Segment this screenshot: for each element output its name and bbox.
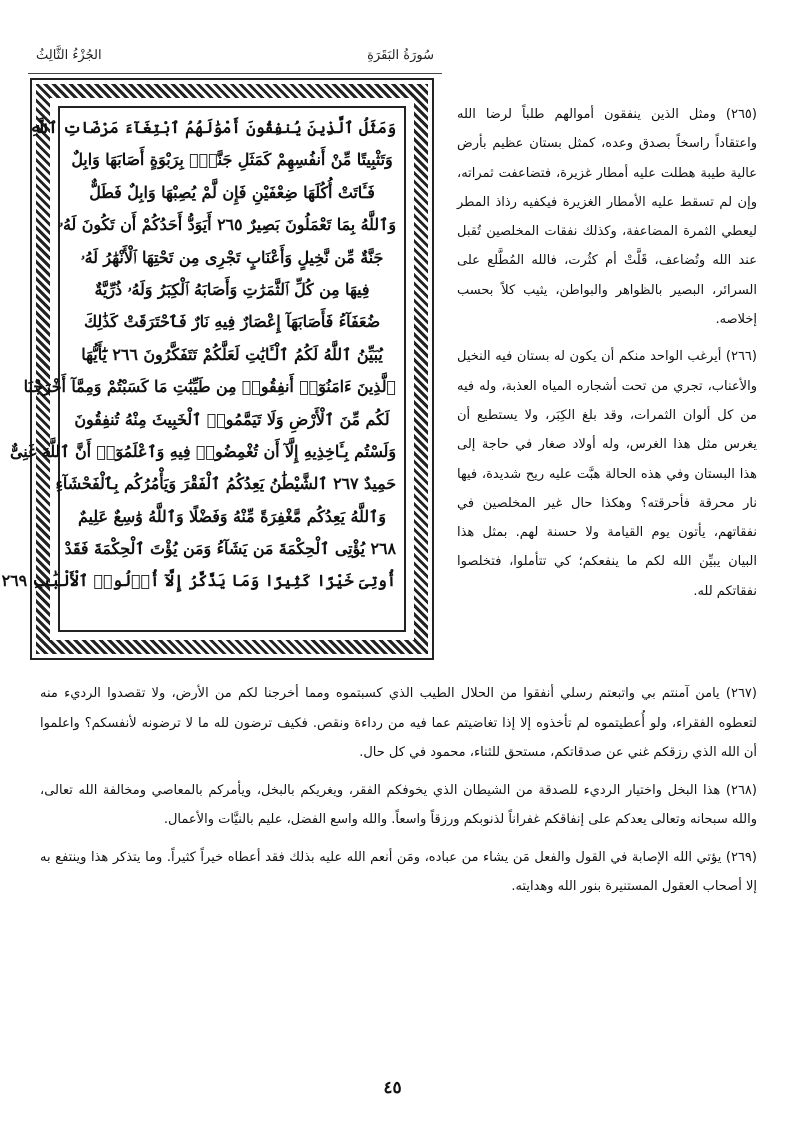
quran-line: فِيهَا مِن كُلِّ ٱلثَّمَرَٰتِ وَأَصَابَهُ ٱلْكِبَرُ وَلَهُۥ ذُرِّيَّةٌ <box>94 279 370 299</box>
tafsir-paragraph-265: (٢٦٥) ومثل الذين ينفقون أموالهم طلباً لرضا الله واعتقاداً راسخاً بصدق وعده، كمثل بستان عظيم بأرض عالية طيبة هطلت عليه أمطار غزيرة، فتضاعفت ثمراته، وإن لم تسقط عليه الأمطار الغزيرة فيكفيه رذاذ المطر ليعطي الثمرة المضاعفة، وكذلك نفقات المخلصين تُقبل عند الله وتُضاعف، قَلَّتْ أم كثُرت، فالله المُطَّلع على السرائر، البصير بالظواهر والبواطن، يثيب كلاً بحسب إخلاصه. <box>457 107 757 328</box>
tafsir-paragraph-266: (٢٦٦) أيرغب الواحد منكم أن يكون له بستان فيه النخيل والأعناب، تجري من تحت أشجاره المياه العذبة، وله فيه من كل ألوان الثمرات، وقد بلغ الكِبَر، ولا يستطيع أن يغرس مثل هذا الغرس، وله أولاد صغار في حاجة إلى هذا البستان وفي هذه الحالة هبَّت عليه ريح شديدة، فيها نار محرقة فأحرقته؟ وهكذا حال غير المخلصين في نفقاتهم، يأتون يوم القيامة ولا حسنة لهم. بمثل هذا البيان يبيِّن الله لكم ما ينفعكم؛ كي تتأملوا، فتخلصوا نفقاتكم لله. <box>457 349 757 599</box>
quran-line: ٱلَّذِينَ ءَامَنُوٓا۟ أَنفِقُوا۟ مِن طَيِّبَٰتِ مَا كَسَبْتُمْ وَمِمَّآ أَخْرَجْنَا <box>23 377 396 397</box>
juz-name: الجُزْءُ الثَّالِثُ <box>36 48 102 63</box>
quran-line: وَتَثْبِيتًا مِّنْ أَنفُسِهِمْ كَمَثَلِ جَنَّةٍۭ بِرَبْوَةٍ أَصَابَهَا وَابِلٌ <box>71 150 393 170</box>
quran-frame <box>1 78 434 660</box>
tafsir-paragraph-269: (٢٦٩) يؤتي الله الإصابة في القول والفعل مَن يشاء من عباده، ومَن أنعم الله عليه بذلك فقد أعطاه خيراً كثيراً. وما يتذكر هذا وينتفع به إلا أصحاب العقول المستنيرة بنور الله وهدايته. <box>40 849 757 894</box>
header-rule <box>28 73 442 74</box>
quran-line: وَٱللَّهُ بِمَا تَعْمَلُونَ بَصِيرٌ ٢٦٥ أَيَوَدُّ أَحَدُكُمْ أَن تَكُونَ لَهُۥ <box>59 215 396 235</box>
quran-line: ٢٦٨ يُؤْتِى ٱلْحِكْمَةَ مَن يَشَآءُ وَمَن يُؤْتَ ٱلْحِكْمَةَ فَقَدْ <box>64 539 396 559</box>
quran-line: وَٱللَّهُ يَعِدُكُم مَّغْفِرَةً مِّنْهُ وَفَضْلًا وَٱللَّهُ وَٰسِعٌ عَلِيمٌ <box>78 506 386 526</box>
quran-line <box>68 598 396 630</box>
quran-line: أُوتِىَ خَيْرًا كَثِيرًا وَمَا يَذَّكَّرُ إِلَّآ أُو۟لُوا۟ ٱلْأَلْبَٰبِ ٢٦٩ <box>1 571 396 591</box>
quran-verses <box>1 112 396 630</box>
quran-text-box <box>1 106 406 632</box>
quran-line: حَمِيدٌ ٢٦٧ ٱلشَّيْطَٰنُ يَعِدُكُمُ ٱلْفَقْرَ وَيَأْمُرُكُم بِٱلْفَحْشَآءِ <box>55 474 396 494</box>
quran-line: فَـَٔاتَتْ أُكُلَهَا ضِعْفَيْنِ فَإِن لَّمْ يُصِبْهَا وَابِلٌ فَطَلٌّ <box>89 182 375 202</box>
quran-line: لَكُم مِّنَ ٱلْأَرْضِ وَلَا تَيَمَّمُوا۟ ٱلْخَبِيثَ مِنْهُ تُنفِقُونَ <box>74 409 390 429</box>
surah-name: سُورَةُ البَقَرَةِ <box>367 48 434 63</box>
tafsir-side-column <box>457 100 757 610</box>
quran-line: جَنَّةٌ مِّن نَّخِيلٍ وَأَعْنَابٍ تَجْرِى مِن تَحْتِهَا ٱلْأَنْهَٰرُ لَهُۥ <box>80 247 384 267</box>
quran-line: ضُعَفَآءُ فَأَصَابَهَآ إِعْصَارٌ فِيهِ نَارٌ فَٱحْتَرَقَتْ كَذَٰلِكَ <box>84 312 380 332</box>
tafsir-full-width <box>40 679 757 910</box>
quran-line: يُبَيِّنُ ٱللَّهُ لَكُمُ ٱلْـَٔايَٰتِ لَعَلَّكُمْ تَتَفَكَّرُونَ ٢٦٦ يَٰٓأَيُّهَا <box>81 344 383 364</box>
page-header <box>28 44 442 74</box>
page-number: ٤٥ <box>383 1078 402 1098</box>
quran-line: وَلَسْتُم بِـَٔاخِذِيهِ إِلَّآ أَن تُغْمِضُوا۟ فِيهِ وَٱعْلَمُوٓا۟ أَنَّ ٱللَّهَ غَنِىٌّ <box>10 441 396 461</box>
tafsir-paragraph-267: (٢٦٧) يامن آمنتم بي واتبعتم رسلي أنفقوا من الحلال الطيب الذي كسبتموه ومما أخرجنا لكم من الأرض، ولا تقصدوا الرديء منه لتعطوه الفقراء، ولو أُعطيتموه لم تأخذوه إلا إذا تغاضيتم عما فيه من رداءة ونقص. فكيف ترضون لله ما لا ترضونه لأنفسكم؟ واعلموا أن الله الذي رزقكم غني عن صدقاتكم، مستحق للثناء، محمود في كل حال. <box>40 686 757 760</box>
quran-line: وَمَثَلُ ٱلَّذِينَ يُنفِقُونَ أَمْوَٰلَهُمُ ٱبْتِغَآءَ مَرْضَاتِ ٱللَّهِ <box>29 118 396 137</box>
tafsir-paragraph-268: (٢٦٨) هذا البخل واختيار الرديء للصدقة من الشيطان الذي يخوفكم الفقر، ويغريكم بالبخل، ويأمركم بالمعاصي ومخالفة الله تعالى، والله سبحانه وتعالى يعدكم على إنفاقكم غفراناً لذنوبكم ورزقاً واسعاً. والله واسع الفضل، عليم بالنيَّات والأعمال. <box>40 782 757 827</box>
